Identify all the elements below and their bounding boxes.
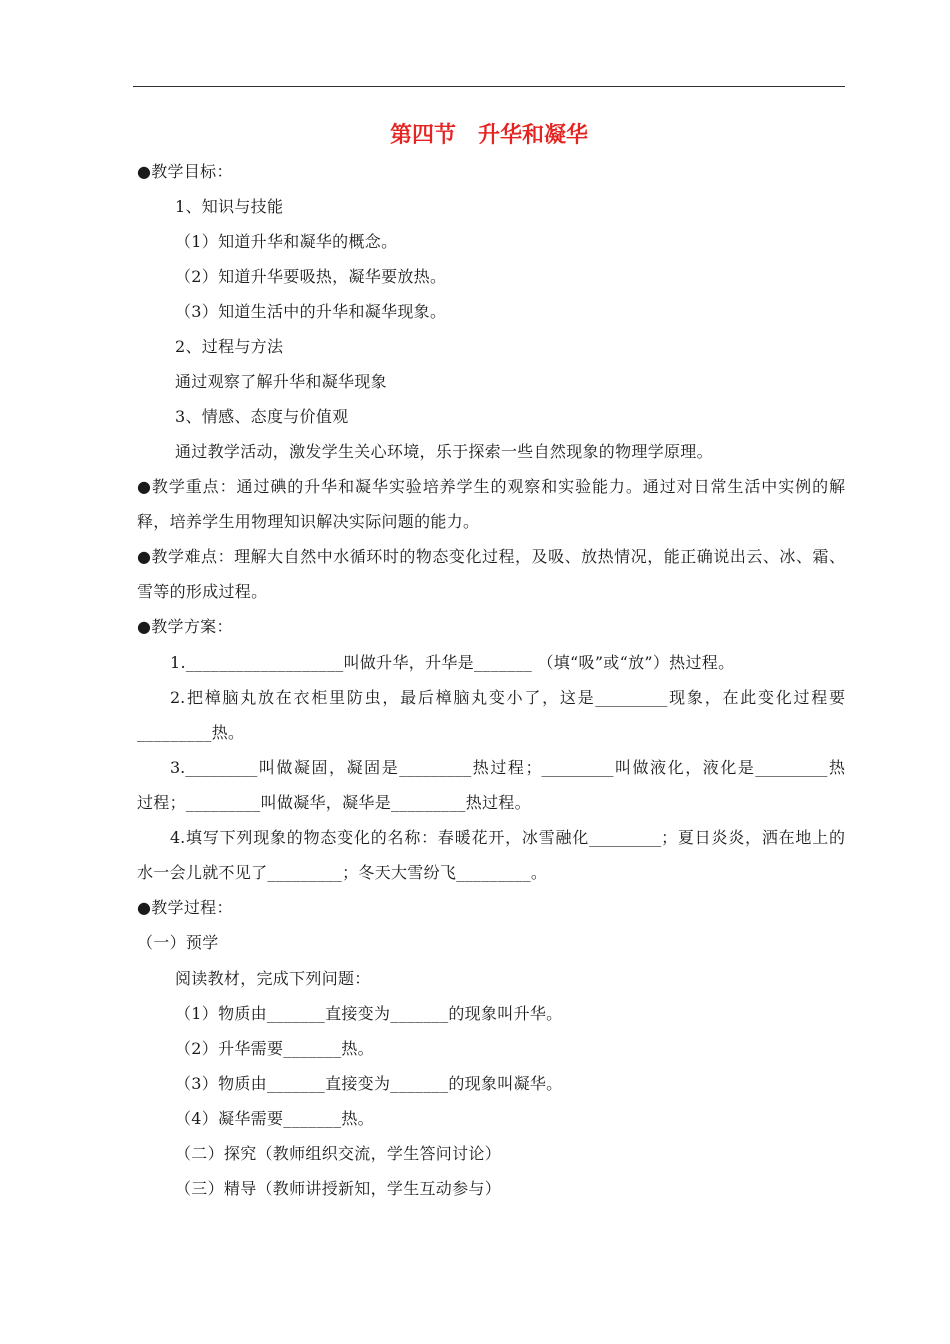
guide-heading: （三）精导（教师讲授新知，学生互动参与） — [175, 1179, 502, 1198]
plan-question-3: 3._________叫做凝固，凝固是_________热过程；_________叫做液化，液化是_________热 — [170, 758, 845, 777]
pre-study-question: （2）升华需要_______热。 — [175, 1039, 374, 1058]
knowledge-item: （1）知道升华和凝华的概念。 — [175, 232, 398, 251]
plan-question-2-cont: _________热。 — [137, 723, 245, 742]
plan-heading: ●教学方案： — [137, 617, 233, 636]
process-heading: ●教学过程： — [137, 898, 233, 917]
pre-study-instruction: 阅读教材，完成下列问题： — [175, 969, 371, 988]
pre-study-question: （4）凝华需要_______热。 — [175, 1109, 374, 1128]
process-method-heading: 2、过程与方法 — [175, 337, 284, 356]
key-points-line: 释，培养学生用物理知识解决实际问题的能力。 — [137, 512, 480, 531]
difficulties-line: 雪等的形成过程。 — [137, 582, 268, 601]
key-points-line: ●教学重点：通过碘的升华和凝华实验培养学生的观察和实验能力。通过对日常生活中实例的解 — [137, 477, 845, 496]
header-rule — [133, 86, 845, 87]
pre-study-question: （1）物质由_______直接变为_______的现象叫升华。 — [175, 1004, 563, 1023]
pre-study-heading: （一）预学 — [137, 933, 219, 952]
attitude-heading: 3、情感、态度与价值观 — [175, 407, 349, 426]
attitude-text: 通过教学活动，激发学生关心环境，乐于探索一些自然现象的物理学原理。 — [175, 442, 713, 461]
pre-study-question: （3）物质由_______直接变为_______的现象叫凝华。 — [175, 1074, 563, 1093]
process-method-text: 通过观察了解升华和凝华现象 — [175, 372, 387, 391]
knowledge-item: （2）知道升华要吸热，凝华要放热。 — [175, 267, 447, 286]
knowledge-item: （3）知道生活中的升华和凝华现象。 — [175, 302, 447, 321]
plan-question-4-cont: 水一会儿就不见了_________；冬天大雪纷飞_________。 — [137, 863, 548, 882]
explore-heading: （二）探究（教师组织交流，学生答问讨论） — [175, 1144, 502, 1163]
plan-question-4: 4.填写下列现象的物态变化的名称：春暖花开，冰雪融化_________；夏日炎炎，洒在地上的 — [170, 828, 845, 847]
difficulties-line: ●教学难点：理解大自然中水循环时的物态变化过程，及吸、放热情况，能正确说出云、冰、霜、 — [137, 547, 845, 566]
page-title: 第四节 升华和凝华 — [389, 122, 588, 148]
objectives-heading: ●教学目标： — [137, 162, 233, 181]
plan-question-2: 2.把樟脑丸放在衣柜里防虫，最后樟脑丸变小了，这是_________现象，在此变化过程要 — [170, 688, 845, 707]
knowledge-heading: 1、知识与技能 — [175, 197, 284, 216]
plan-question-3-cont: 过程；_________叫做凝华，凝华是_________热过程。 — [137, 793, 531, 812]
plan-question-1: 1.___________________叫做升华，升华是_______ （填“吸”或“放”）热过程。 — [170, 653, 735, 672]
